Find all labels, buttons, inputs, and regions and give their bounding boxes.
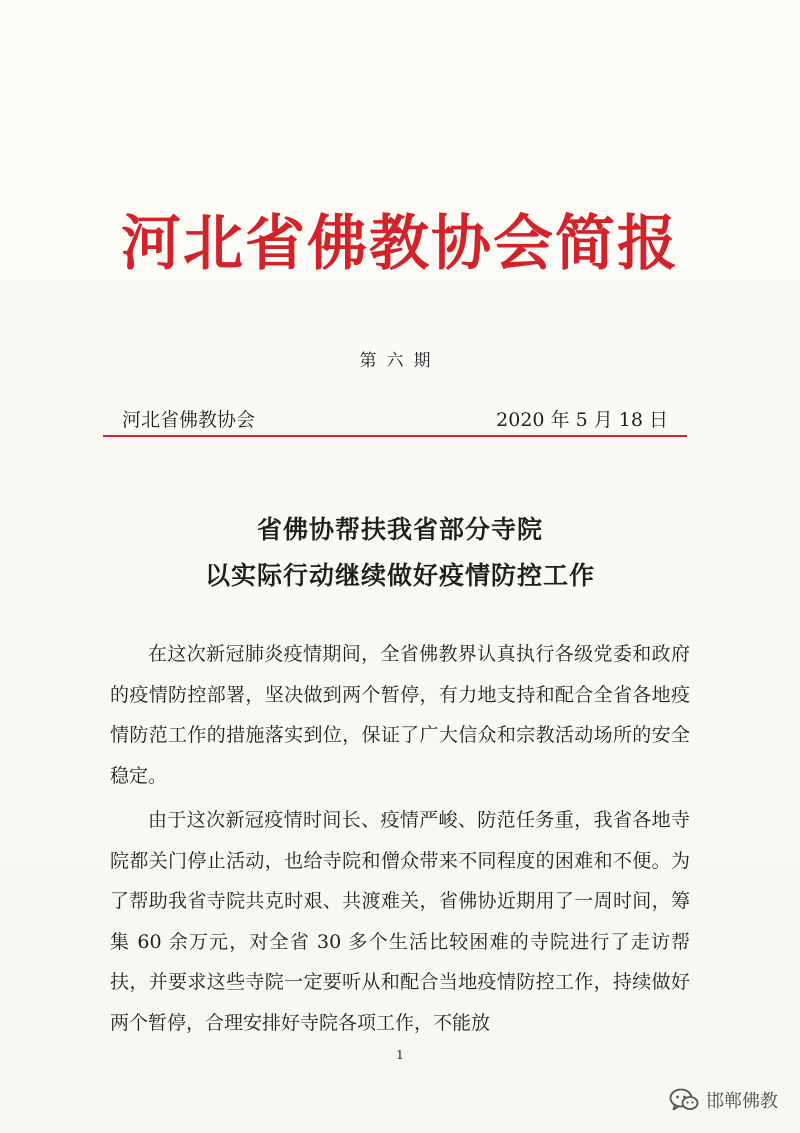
document-header-row (122, 405, 668, 435)
wechat-icon (669, 1088, 699, 1112)
page-number: 1 (396, 1048, 404, 1062)
issue-date: 2020 年 5 月 18 日 (496, 409, 668, 431)
account-name: 邯郸佛教 (706, 1091, 778, 1112)
account-watermark (669, 1086, 778, 1114)
masthead-title: 河北省佛教协会简报 (121, 209, 679, 279)
article-paragraph-1: 在这次新冠肺炎疫情期间，全省佛教界认真执行各级党委和政府的疫情防控部署，坚决做到两个暂停，有力地支持和配合全省各地疫情防范工作的措施落实到位，保证了广大信众和宗教活动场所的安全稳定。 (110, 643, 690, 787)
article-title-line-2: 以实际行动继续做好疫情防控工作 (204, 561, 595, 590)
article-paragraph-2: 由于这次新冠疫情时间长、疫情严峻、防范任务重，我省各地寺院都关门停止活动，也给寺院和僧众带来不同程度的困难和不便。为了帮助我省寺院共克时艰、共渡难关，省佛协近期用了一周时间，筹集 60 余万元，对全省 30 多个生活比较困难的寺院进行了走访帮扶，并要求这些寺院一定要听从和配合当地疫情防控工作，持续做好两个暂停，合理安排好寺院各项工作，不能放 (110, 809, 690, 1034)
red-divider (103, 435, 687, 437)
issue-number: 第六期 (359, 351, 441, 371)
issuing-organization: 河北省佛教协会 (122, 409, 256, 431)
article-title-line-1: 省佛协帮扶我省部分寺院 (256, 515, 543, 544)
